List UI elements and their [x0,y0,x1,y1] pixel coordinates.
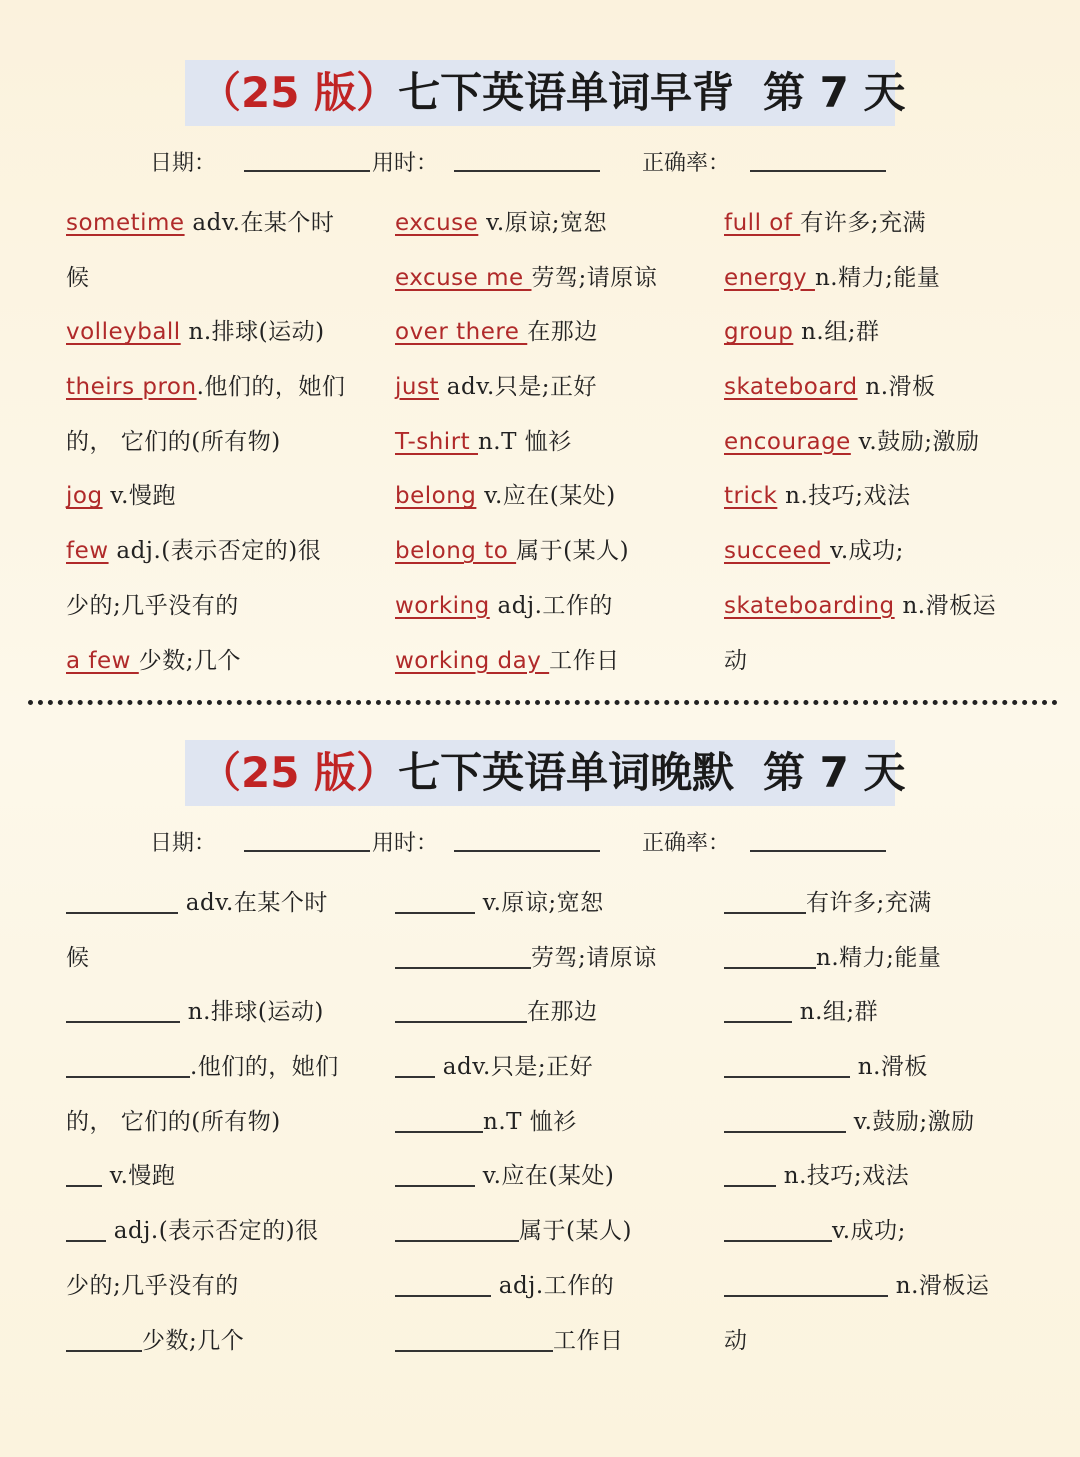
english-word: succeed [724,538,831,565]
evening-section [0,740,1080,1354]
word-line [395,415,705,470]
date-label: 日期： [150,831,217,856]
answer-blank[interactable] [395,1269,491,1297]
definition: 候 [66,944,90,971]
definition: v.应在(某处) [476,483,616,510]
answer-blank[interactable] [724,1159,776,1187]
definition: 工作日 [549,647,620,674]
answer-blank[interactable] [395,886,475,914]
word-line [724,524,1044,579]
dictation-line [724,1204,1044,1259]
word-line [66,305,366,360]
answer-blank[interactable] [395,1324,553,1352]
definition: 候 [66,264,90,291]
time-label: 用时： [372,151,439,176]
english-word: excuse [395,210,479,236]
definition: v.应在(某处) [475,1163,615,1190]
english-word: trick [724,483,778,510]
evening-title [185,740,906,806]
english-word: over there [395,319,528,346]
definition: adj.(表示否定的)很 [108,538,322,565]
definition: 少数;几个 [138,647,242,674]
english-word: working [395,592,490,619]
answer-blank[interactable] [395,1159,475,1187]
dictation-line [66,1314,366,1369]
definition: n.技巧;戏法 [776,1163,910,1190]
definition: 动 [724,647,748,674]
english-word: energy [724,264,815,291]
dictation-line [66,985,366,1040]
definition: n.精力;能量 [814,264,941,291]
definition: n.滑板 [857,374,936,401]
word-line [724,360,1044,415]
word-column-1 [66,196,366,688]
dictation-line [395,985,705,1040]
definition: v.慢跑 [102,483,176,510]
answer-blank[interactable] [724,1214,832,1242]
word-line [724,579,1044,634]
answer-blank[interactable] [66,1050,190,1078]
word-line [66,251,366,306]
answer-blank[interactable] [395,1050,435,1078]
answer-blank[interactable] [395,941,531,969]
word-line [724,415,1044,470]
definition: n.滑板 [850,1054,928,1081]
dictation-line [66,1149,366,1204]
definition: 属于(某人) [519,1218,632,1245]
morning-title-wrap [0,60,1080,132]
time-blank[interactable] [454,828,600,852]
english-word: skateboard [724,374,858,401]
answer-blank[interactable] [395,995,527,1023]
dictation-column-1 [66,876,366,1368]
section-divider [28,700,1058,705]
definition: adj.(表示否定的)很 [106,1218,319,1245]
dictation-line [395,1259,705,1314]
word-line [66,196,366,251]
definition: 的， 它们的(所有物) [66,428,281,455]
english-word: volleyball [66,319,181,346]
date-blank[interactable] [244,828,370,852]
title-prefix: （25 版） [199,68,399,117]
word-line [395,305,705,360]
dictation-line [66,931,366,986]
dictation-line [724,1095,1044,1150]
definition: adj.工作的 [489,592,613,619]
morning-section [0,60,1080,674]
definition: adv.只是;正好 [438,374,598,401]
word-line [724,469,1044,524]
answer-blank[interactable] [724,941,816,969]
dictation-line [724,985,1044,1040]
title-prefix: （25 版） [199,748,399,797]
evening-title-wrap [0,740,1080,812]
dictation-line [724,1149,1044,1204]
answer-blank[interactable] [724,1105,846,1133]
accuracy-blank[interactable] [750,828,886,852]
dictation-line [395,1149,705,1204]
definition: v.成功; [832,1218,906,1245]
dictation-line [66,876,366,931]
answer-blank[interactable] [395,1105,483,1133]
dictation-line [395,1204,705,1259]
accuracy-blank[interactable] [750,148,886,172]
word-line [395,634,705,689]
definition: n.T 恤衫 [483,1108,577,1135]
definition: 少的;几乎没有的 [66,592,239,619]
answer-blank[interactable] [66,886,178,914]
definition: v.鼓励;激励 [850,428,980,455]
definition: v.原谅;宽恕 [475,890,604,916]
word-line [724,305,1044,360]
title-day: 第 7 天 [763,748,906,797]
english-word: excuse me [395,264,532,291]
word-line [66,415,366,470]
answer-blank[interactable] [66,1159,102,1187]
answer-blank[interactable] [724,886,806,914]
word-line [724,251,1044,306]
dictation-line [395,931,705,986]
english-word: a few [66,647,139,674]
english-word: sometime [66,210,185,236]
answer-blank[interactable] [724,1269,888,1297]
english-word: group [724,319,794,346]
meta-row [0,822,1080,862]
word-line [66,634,366,689]
dictation-line [66,1204,366,1259]
word-line [724,634,1044,689]
definition: 劳驾;请原谅 [531,264,658,291]
definition: 在那边 [527,319,598,346]
definition: adv.在某个时 [184,210,335,236]
word-line [395,251,705,306]
dictation-line [395,876,705,931]
word-line [66,360,366,415]
definition: n.滑板运 [894,592,997,619]
answer-blank[interactable] [66,1214,106,1242]
english-word: working day [395,647,550,674]
word-line [66,579,366,634]
dictation-line [66,1095,366,1150]
word-line [395,360,705,415]
dictation-line [395,1314,705,1369]
dictation-line [724,1314,1044,1369]
definition: n.排球(运动) [180,999,324,1026]
definition: n.组;群 [793,319,880,346]
definition: .他们的，她们 [190,1054,339,1081]
english-word: just [395,374,439,401]
dictation-line [724,876,1044,931]
english-word: belong [395,483,477,510]
definition: 有许多;充满 [806,890,932,916]
definition: adv.只是;正好 [435,1054,594,1081]
title-main: 七下英语单词早背 [398,68,735,117]
answer-blank[interactable] [66,1324,142,1352]
definition: 在那边 [527,999,598,1026]
word-column-3 [724,196,1044,688]
definition: n.组;群 [792,999,879,1026]
word-column-2 [395,196,705,688]
dictation-line [724,931,1044,986]
word-line [724,196,1044,251]
dictation-column-3 [724,876,1044,1368]
date-label: 日期： [150,151,217,176]
english-word: encourage [724,428,851,455]
accuracy-label: 正确率： [642,151,731,176]
definition: 的， 它们的(所有物) [66,1108,281,1135]
dictation-line [66,1259,366,1314]
english-word: belong to [395,538,517,565]
word-line [395,524,705,579]
title-main: 七下英语单词晚默 [398,748,735,797]
morning-title [185,60,906,126]
definition: v.鼓励;激励 [846,1108,975,1135]
dictation-line [395,1095,705,1150]
word-line [395,579,705,634]
answer-blank[interactable] [395,1214,519,1242]
answer-blank[interactable] [724,1050,850,1078]
dictation-line [724,1259,1044,1314]
definition: n.技巧;戏法 [777,483,911,510]
time-blank[interactable] [454,148,600,172]
english-word: full of [724,210,801,236]
dictation-column-2 [395,876,705,1368]
word-line [395,469,705,524]
word-line [66,524,366,579]
english-word: theirs pron [66,374,197,401]
date-blank[interactable] [244,148,370,172]
definition: 少的;几乎没有的 [66,1272,239,1299]
english-word: few [66,538,109,565]
answer-blank[interactable] [724,995,792,1023]
definition: 工作日 [553,1327,624,1354]
definition: v.成功; [830,538,904,565]
definition: v.原谅;宽恕 [478,210,607,236]
english-word: skateboarding [724,592,895,619]
definition: n.滑板运 [888,1272,990,1299]
word-line [395,196,705,251]
meta-row [0,142,1080,182]
definition: 少数;几个 [142,1327,245,1354]
dictation-line [724,1040,1044,1095]
definition: 属于(某人) [516,538,630,565]
definition: n.T 恤衫 [477,428,572,455]
english-word: T-shirt [395,428,478,455]
definition: 动 [724,1327,748,1354]
time-label: 用时： [372,831,439,856]
definition: n.排球(运动) [180,319,325,346]
dictation-line [395,1040,705,1095]
definition: n.精力;能量 [816,944,942,971]
definition: .他们的，她们 [196,374,346,401]
accuracy-label: 正确率： [642,831,731,856]
definition: adv.在某个时 [178,890,328,916]
definition: 劳驾;请原谅 [531,944,657,971]
english-word: jog [66,483,103,510]
dictation-line [66,1040,366,1095]
title-day: 第 7 天 [763,68,906,117]
definition: adj.工作的 [491,1272,615,1299]
answer-blank[interactable] [66,995,180,1023]
word-line [66,469,366,524]
definition: v.慢跑 [102,1163,176,1190]
definition: 有许多;充满 [800,210,926,236]
